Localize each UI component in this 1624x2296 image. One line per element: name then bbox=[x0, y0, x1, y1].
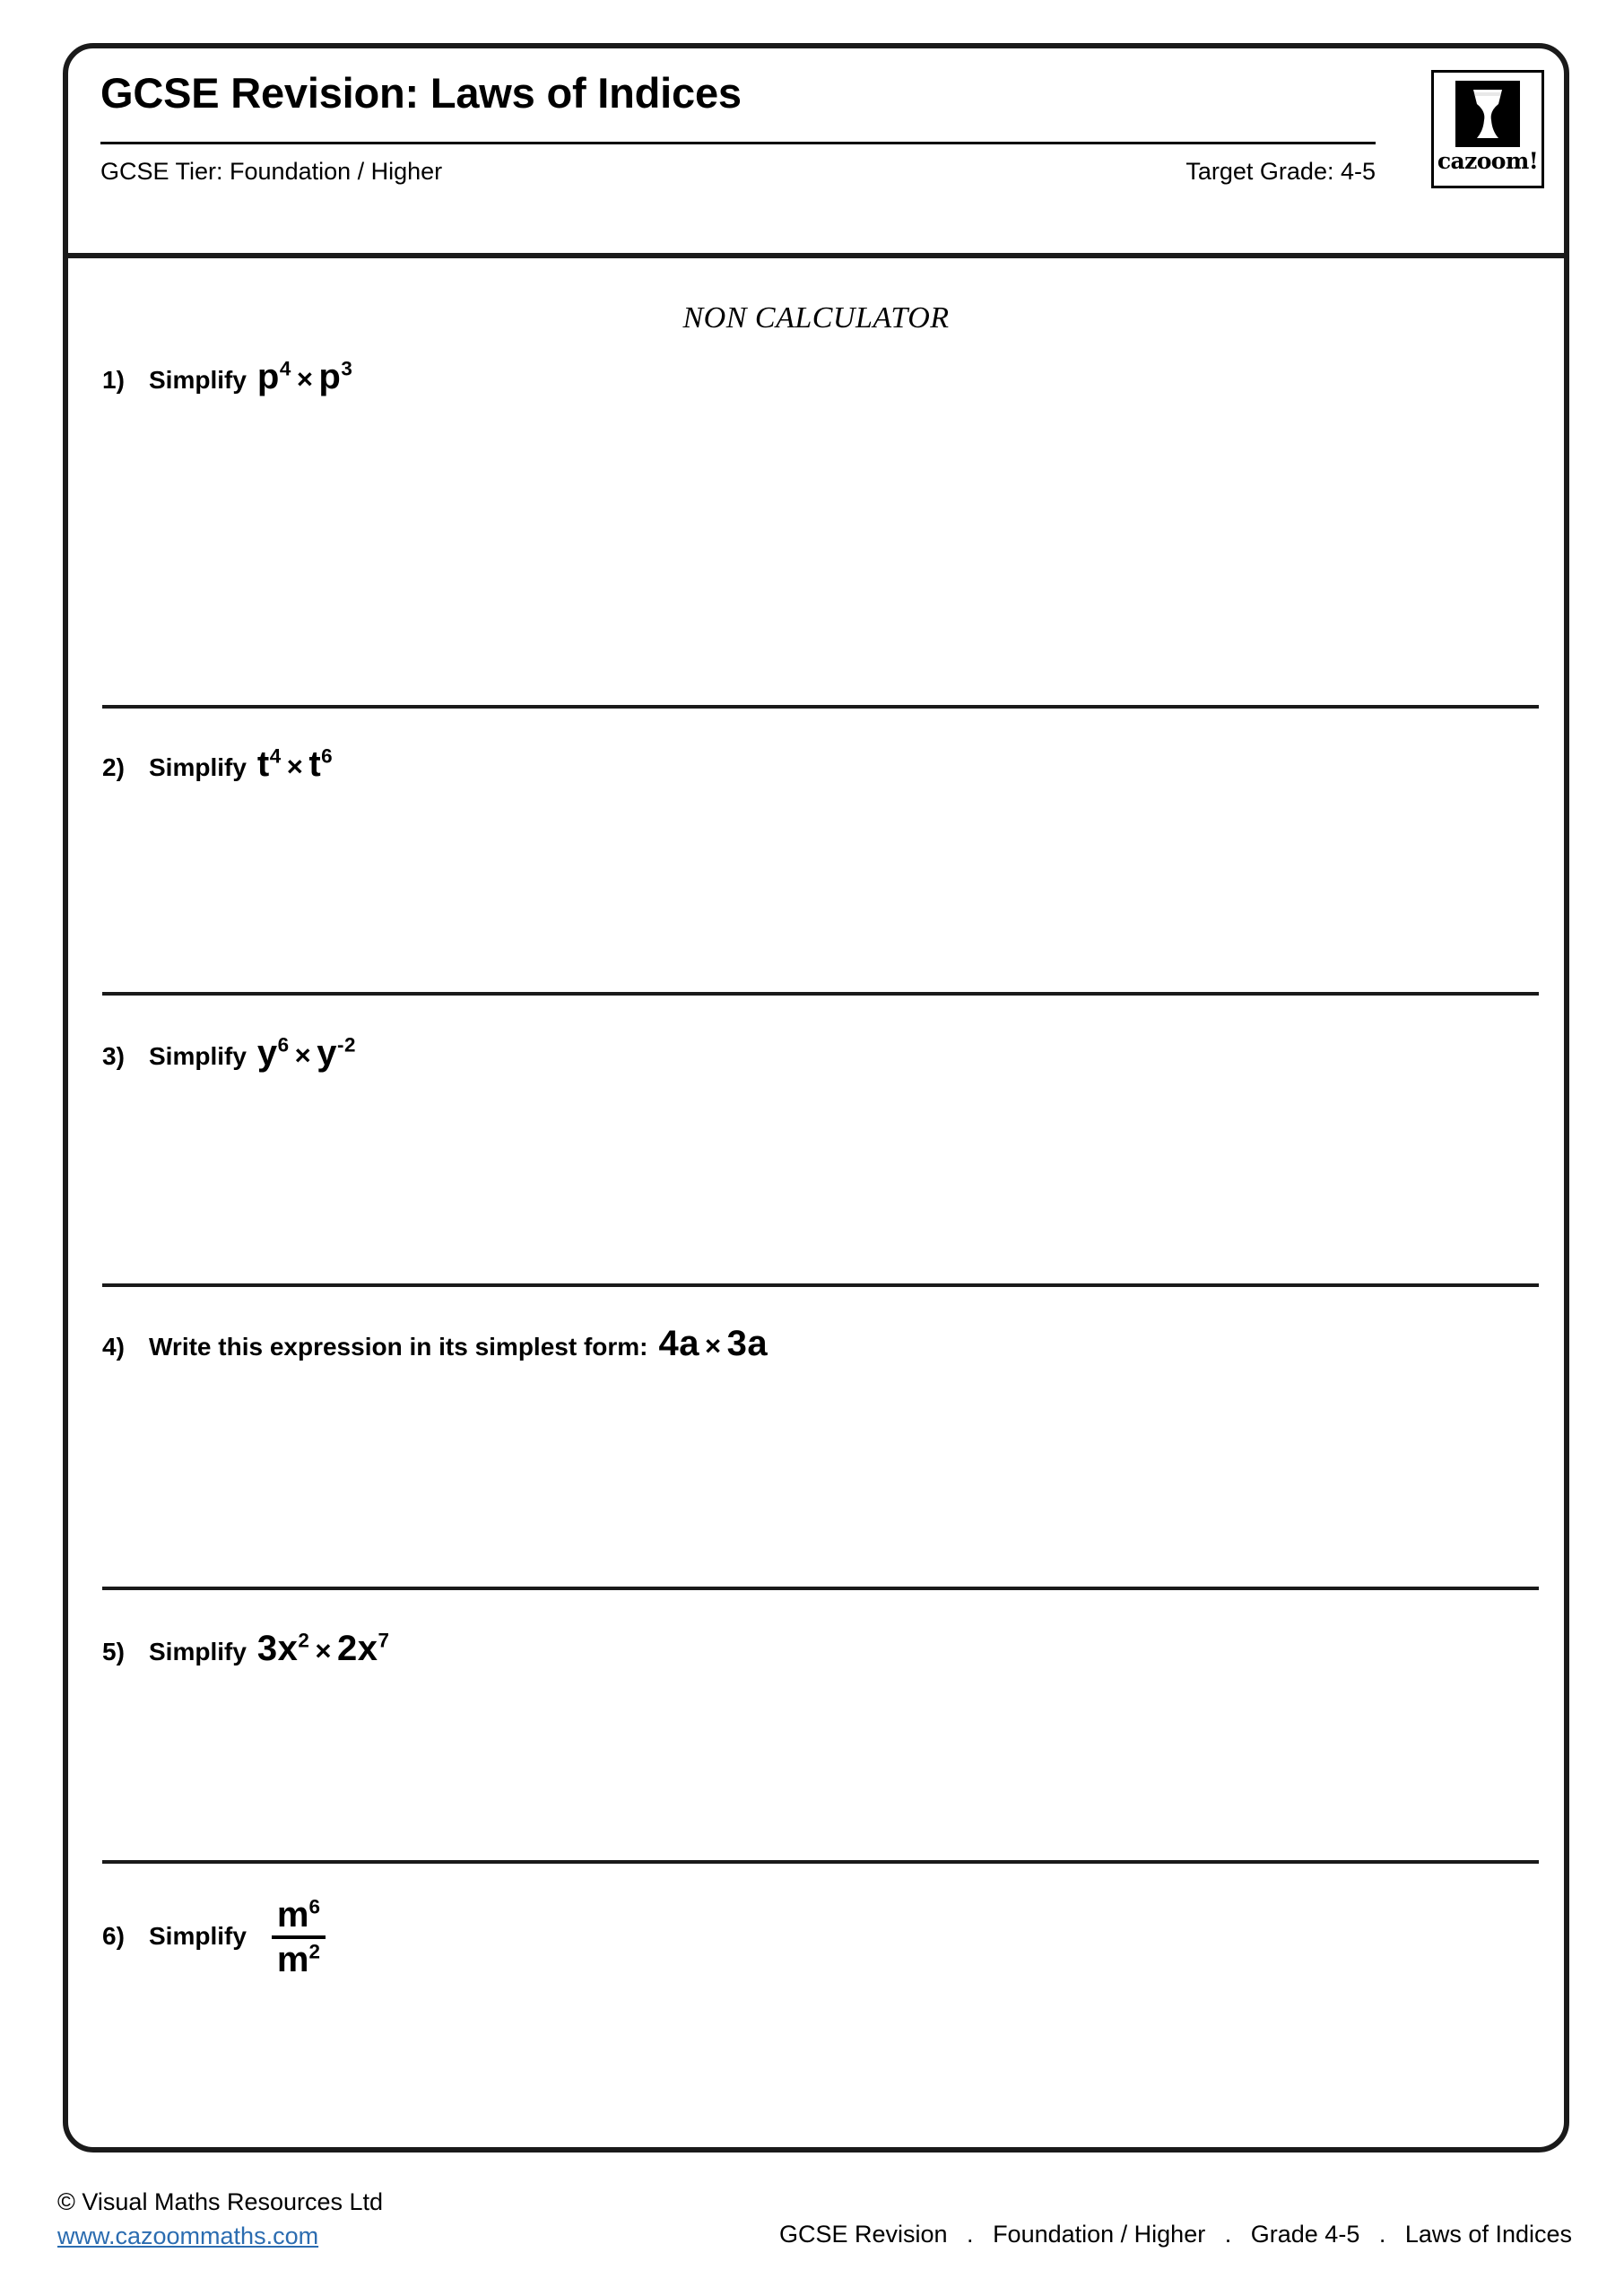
question-1-prompt: Simplify bbox=[149, 366, 247, 394]
question-6-prompt: Simplify bbox=[149, 1921, 247, 1950]
separator-3 bbox=[102, 1283, 1539, 1287]
website-link[interactable]: www.cazoommaths.com bbox=[57, 2222, 319, 2250]
separator-5 bbox=[102, 1860, 1539, 1864]
question-3-number: 3) bbox=[102, 1042, 125, 1070]
question-2-expression: $t^4 \times t^6$ bbox=[256, 744, 334, 784]
page-footer bbox=[0, 2185, 1624, 2283]
subtitle-row bbox=[100, 158, 1376, 201]
question-6 bbox=[102, 1894, 1537, 1978]
worksheet-frame bbox=[63, 43, 1569, 2152]
question-1 bbox=[102, 357, 1537, 397]
breadcrumb-item-2: Foundation / Higher bbox=[993, 2221, 1206, 2248]
header-body-divider bbox=[67, 253, 1564, 258]
footer-breadcrumb bbox=[779, 2221, 1572, 2248]
question-1-expression: $p^4 \times p^3$ bbox=[256, 357, 353, 396]
question-1-number: 1) bbox=[102, 366, 125, 394]
question-3-expression: $y^6 \times y^{-2}$ bbox=[256, 1033, 356, 1073]
question-5-number: 5) bbox=[102, 1638, 125, 1665]
copyright-text: © Visual Maths Resources Ltd bbox=[57, 2188, 384, 2215]
question-2 bbox=[102, 744, 1537, 785]
question-4-expression: 4a × 3a bbox=[658, 1324, 769, 1363]
separator-2 bbox=[102, 992, 1539, 996]
target-grade-label: Target Grade: 4-5 bbox=[1185, 158, 1376, 185]
worksheet-header bbox=[68, 48, 1564, 253]
breadcrumb-item-1: GCSE Revision bbox=[778, 2221, 948, 2248]
footer-left-block bbox=[57, 2185, 383, 2254]
breadcrumb-item-3: Grade 4-5 bbox=[1250, 2221, 1360, 2248]
separator-1 bbox=[102, 705, 1539, 709]
question-5 bbox=[102, 1629, 1537, 1669]
separator-4 bbox=[102, 1587, 1539, 1590]
fraction-bar bbox=[272, 1935, 326, 1939]
cazoom-logo bbox=[1431, 70, 1544, 188]
question-3-prompt: Simplify bbox=[149, 1042, 247, 1070]
breadcrumb-item-4: Laws of Indices bbox=[1404, 2221, 1572, 2248]
question-4 bbox=[102, 1324, 1537, 1364]
question-2-number: 2) bbox=[102, 753, 125, 781]
question-6-fraction bbox=[272, 1896, 326, 1979]
page-title: GCSE Revision: Laws of Indices bbox=[100, 69, 742, 117]
question-6-number: 6) bbox=[102, 1921, 125, 1950]
breadcrumb-separator: . bbox=[1224, 2221, 1232, 2248]
breadcrumb-separator: . bbox=[1378, 2221, 1386, 2248]
question-5-expression: $3x^2 \times 2x^7$ bbox=[256, 1629, 390, 1668]
question-4-number: 4) bbox=[102, 1333, 125, 1361]
fraction-numerator: $m^6$ bbox=[276, 1895, 320, 1935]
gcse-tier-label: GCSE Tier: Foundation / Higher bbox=[100, 158, 443, 185]
hourglass-goblet-icon bbox=[1455, 81, 1520, 147]
fraction-denominator: $m^2$ bbox=[276, 1940, 320, 1980]
question-3 bbox=[102, 1033, 1537, 1074]
cazoom-wordmark: cazoom! bbox=[1437, 148, 1539, 174]
non-calculator-note: NON CALCULATOR bbox=[682, 301, 950, 335]
question-5-prompt: Simplify bbox=[149, 1638, 247, 1665]
breadcrumb-separator: . bbox=[967, 2221, 974, 2248]
title-underline-rule bbox=[100, 142, 1376, 144]
question-2-prompt: Simplify bbox=[149, 753, 247, 781]
question-4-prompt: Write this expression in its simplest form: bbox=[149, 1333, 648, 1361]
